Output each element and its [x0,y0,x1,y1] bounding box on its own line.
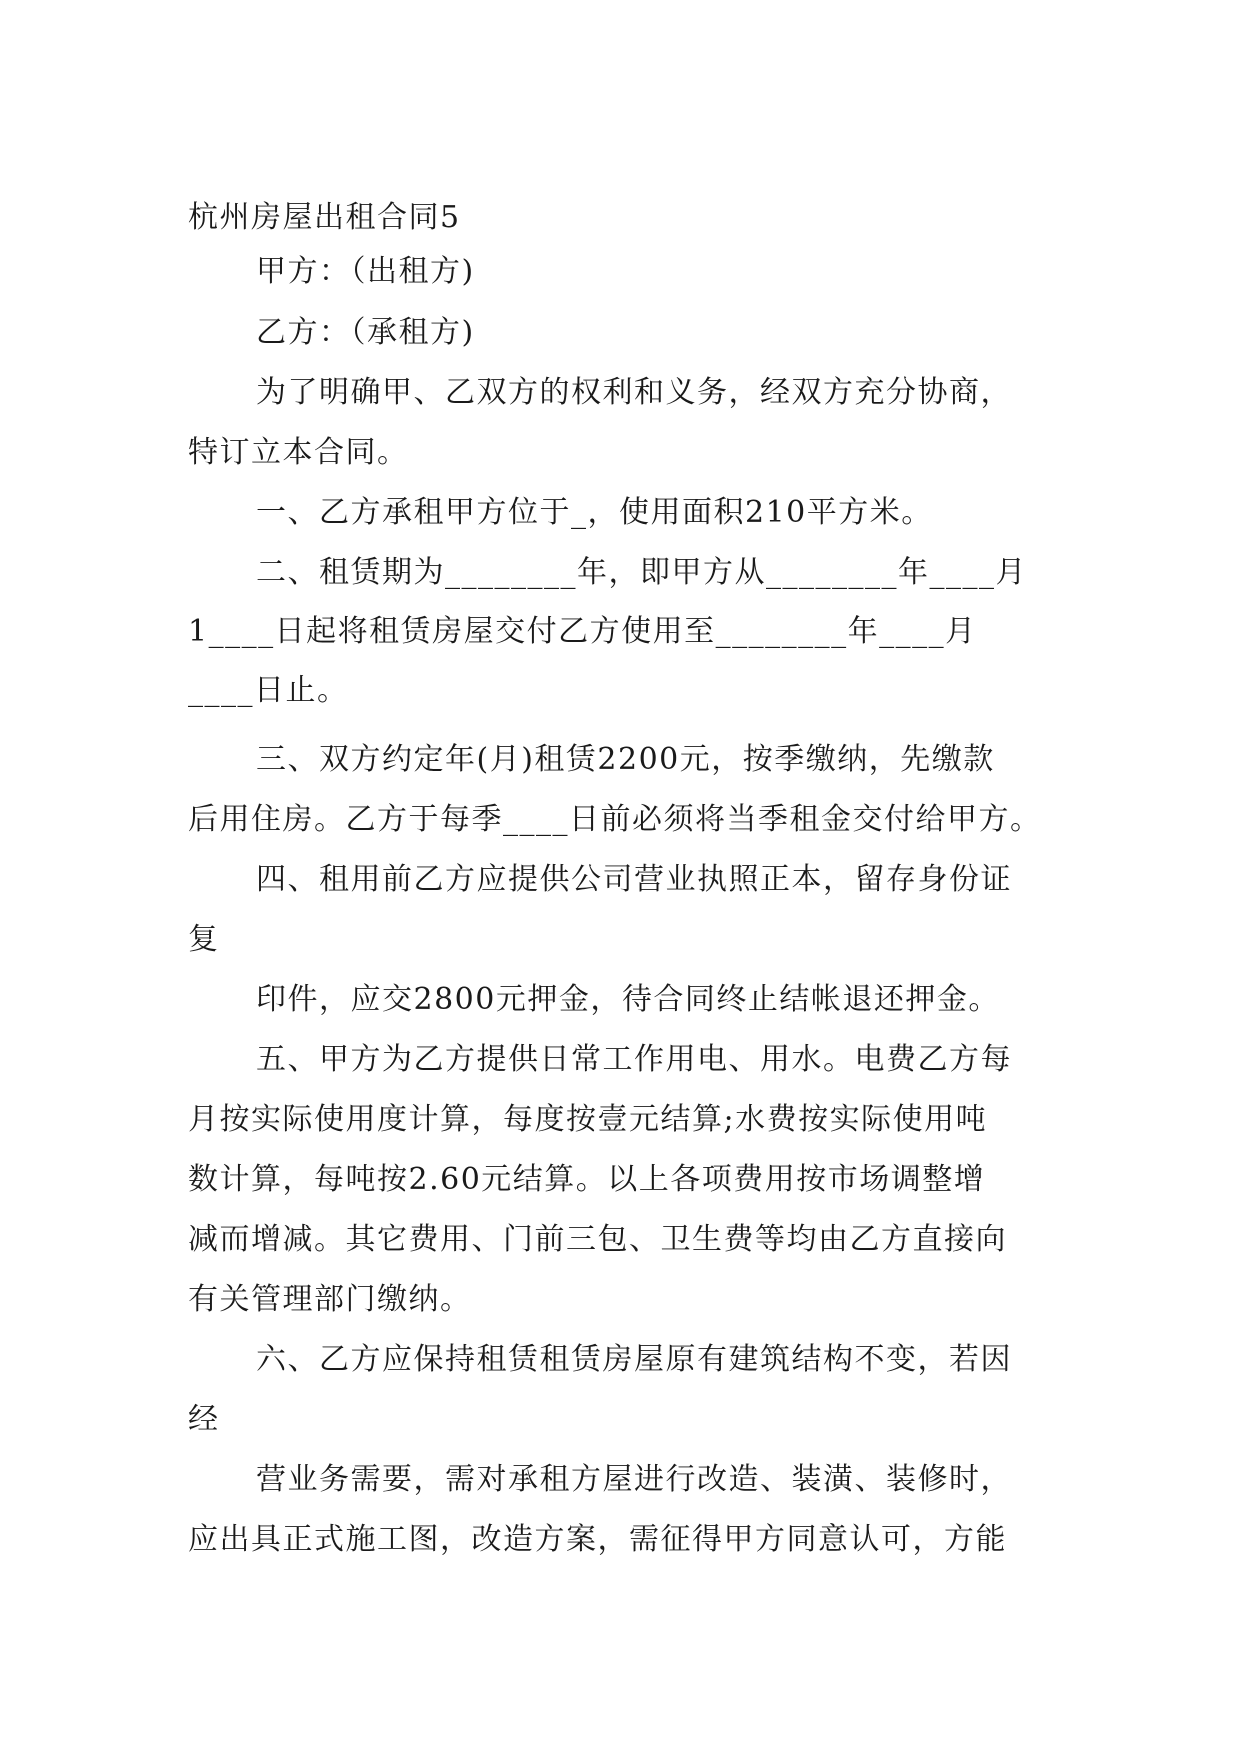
document-title: 杭州房屋出租合同5 [188,200,461,235]
clause-3-line: 后用住房。乙方于每季____日前必须将当季租金交付给甲方。 [188,802,1042,837]
clause-4-line: 复 [188,922,220,957]
clause-5-line: 有关管理部门缴纳。 [188,1282,472,1317]
clause-3-line: 三、双方约定年(月)租赁2200元，按季缴纳，先缴款 [256,742,995,777]
clause-5-line: 减而增减。其它费用、门前三包、卫生费等均由乙方直接向 [188,1222,1007,1257]
clause-5-line: 五、甲方为乙方提供日常工作用电、用水。电费乙方每 [256,1042,1012,1077]
clause-2-line: 1____日起将租赁房屋交付乙方使用至________年____月 [188,614,977,649]
clause-1-line: 一、乙方承租甲方位于_，使用面积210平方米。 [256,495,933,530]
clause-4-line: 印件，应交2800元押金，待合同终止结帐退还押金。 [256,982,1000,1017]
clause-6-line: 营业务需要，需对承租方屋进行改造、装潢、装修时， [256,1462,1012,1497]
clause-2-line: ____日止。 [188,673,349,708]
paragraph-line: 特订立本合同。 [188,435,409,470]
clause-6-line: 六、乙方应保持租赁租赁房屋原有建筑结构不变，若因 [256,1342,1012,1377]
clause-4-line: 四、租用前乙方应提供公司营业执照正本，留存身份证 [256,862,1012,897]
party-b-line: 乙方：（承租方) [256,315,475,350]
clause-5-line: 数计算，每吨按2.60元结算。以上各项费用按市场调整增 [188,1162,986,1197]
clause-2-line: 二、租赁期为________年，即甲方从________年____月 [256,555,1027,590]
paragraph-line: 为了明确甲、乙双方的权利和义务，经双方充分协商， [256,375,1012,410]
clause-6-line: 经 [188,1402,220,1437]
clause-5-line: 月按实际使用度计算，每度按壹元结算;水费按实际使用吨 [188,1102,988,1137]
party-a-line: 甲方：（出租方) [256,254,475,289]
clause-6-line: 应出具正式施工图，改造方案，需征得甲方同意认可，方能 [188,1522,1007,1557]
